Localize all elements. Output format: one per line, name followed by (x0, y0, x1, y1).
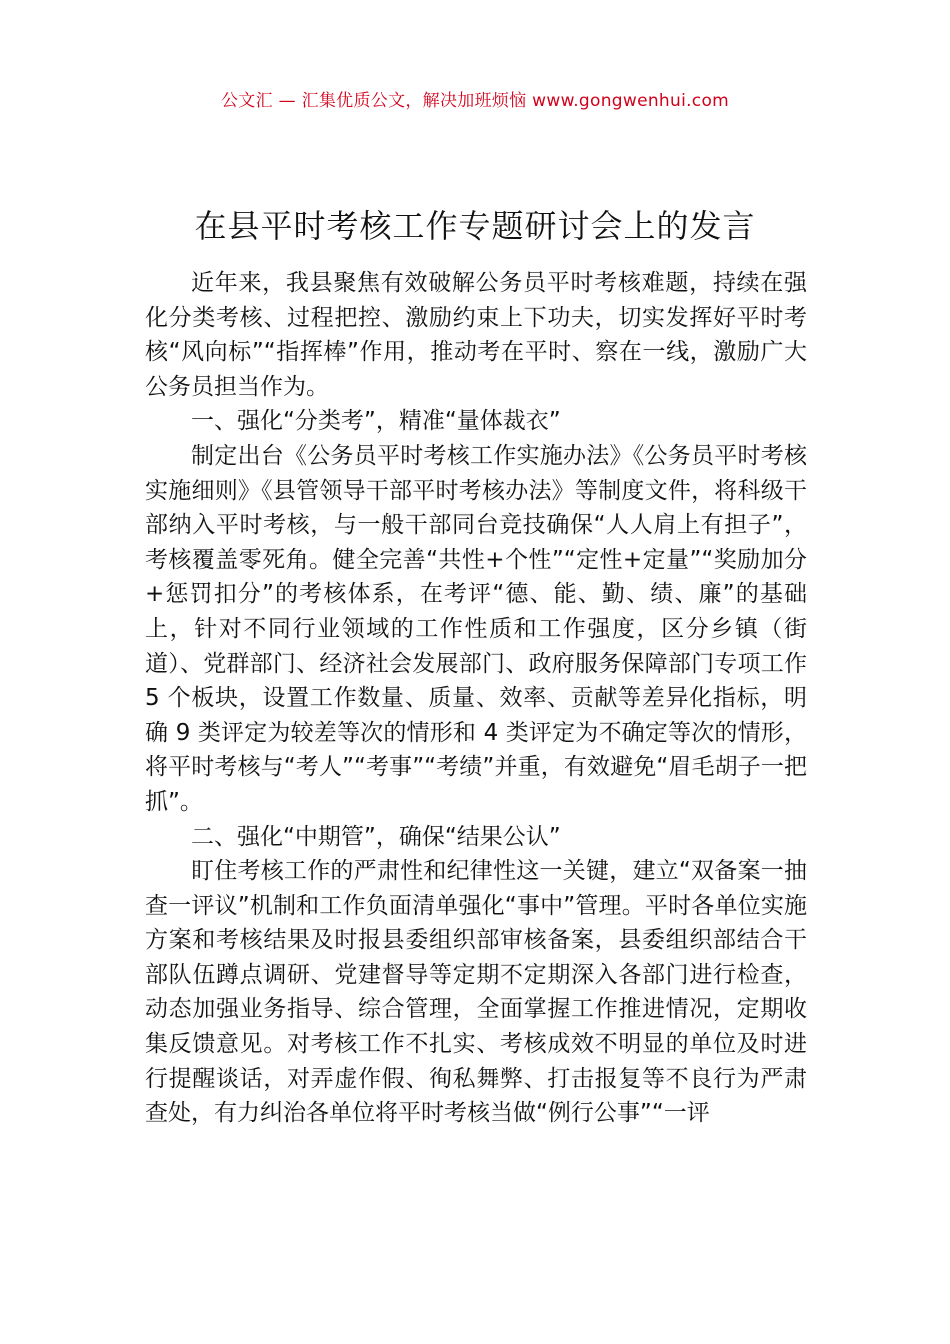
document-title: 在县平时考核工作专题研讨会上的发言 (194, 207, 756, 246)
section-heading-2: 二、强化“中期管”，确保“结果公认” (191, 823, 561, 850)
section-2-paragraph: 盯住考核工作的严肃性和纪律性这一关键，建立“双备案一抽查一评议”机制和工作负面清单强化“事中”管理。平时各单位实施方案和考核结果及时报县委组织部审核备案，县委组织部结合干部队伍蹲点调研、党建督导等定期不定期深入各部门进行检查，动态加强业务指导、综合管理，全面掌握工作推进情况，定期收集反馈意见。对考核工作不扎实、考核成效不明显的单位及时进行提醒谈话，对弄虚作假、徇私舞弊、打击报复等不良行为严肃查处，有力纠治各单位将平时考核当做“例行公事”“一评 (145, 858, 807, 1127)
site-header-banner: 公文汇 — 汇集优质公文，解决加班烦恼 www.gongwenhui.com (220, 91, 730, 111)
intro-paragraph: 近年来，我县聚焦有效破解公务员平时考核难题，持续在强化分类考核、过程把控、激励约束上下功夫，切实发挥好平时考核“风向标”“指挥棒”作用，推动考在平时、察在一线，激励广大公务员担当作为。 (145, 270, 807, 400)
document-body (145, 266, 807, 1131)
section-1-paragraph: 制定出台《公务员平时考核工作实施办法》《公务员平时考核实施细则》《县管领导干部平时考核办法》等制度文件，将科级干部纳入平时考核，与一般干部同台竞技确保“人人肩上有担子”，考核覆盖零死角。健全完善“共性+个性”“定性+定量”“奖励加分+惩罚扣分”的考核体系，在考评“德、能、勤、绩、廉”的基础上，针对不同行业领域的工作性质和工作强度，区分乡镇（街道）、党群部门、经济社会发展部门、政府服务保障部门专项工作 5 个板块，设置工作数量、质量、效率、贡献等差异化指标，明确 9 类评定为较差等次的情形和 4 类评定为不确定等次的情形，将平时考核与“考人”“考事”“考绩”并重，有效避免“眉毛胡子一把抓”。 (145, 442, 807, 815)
section-heading-1: 一、强化“分类考”，精准“量体裁衣” (191, 408, 561, 435)
